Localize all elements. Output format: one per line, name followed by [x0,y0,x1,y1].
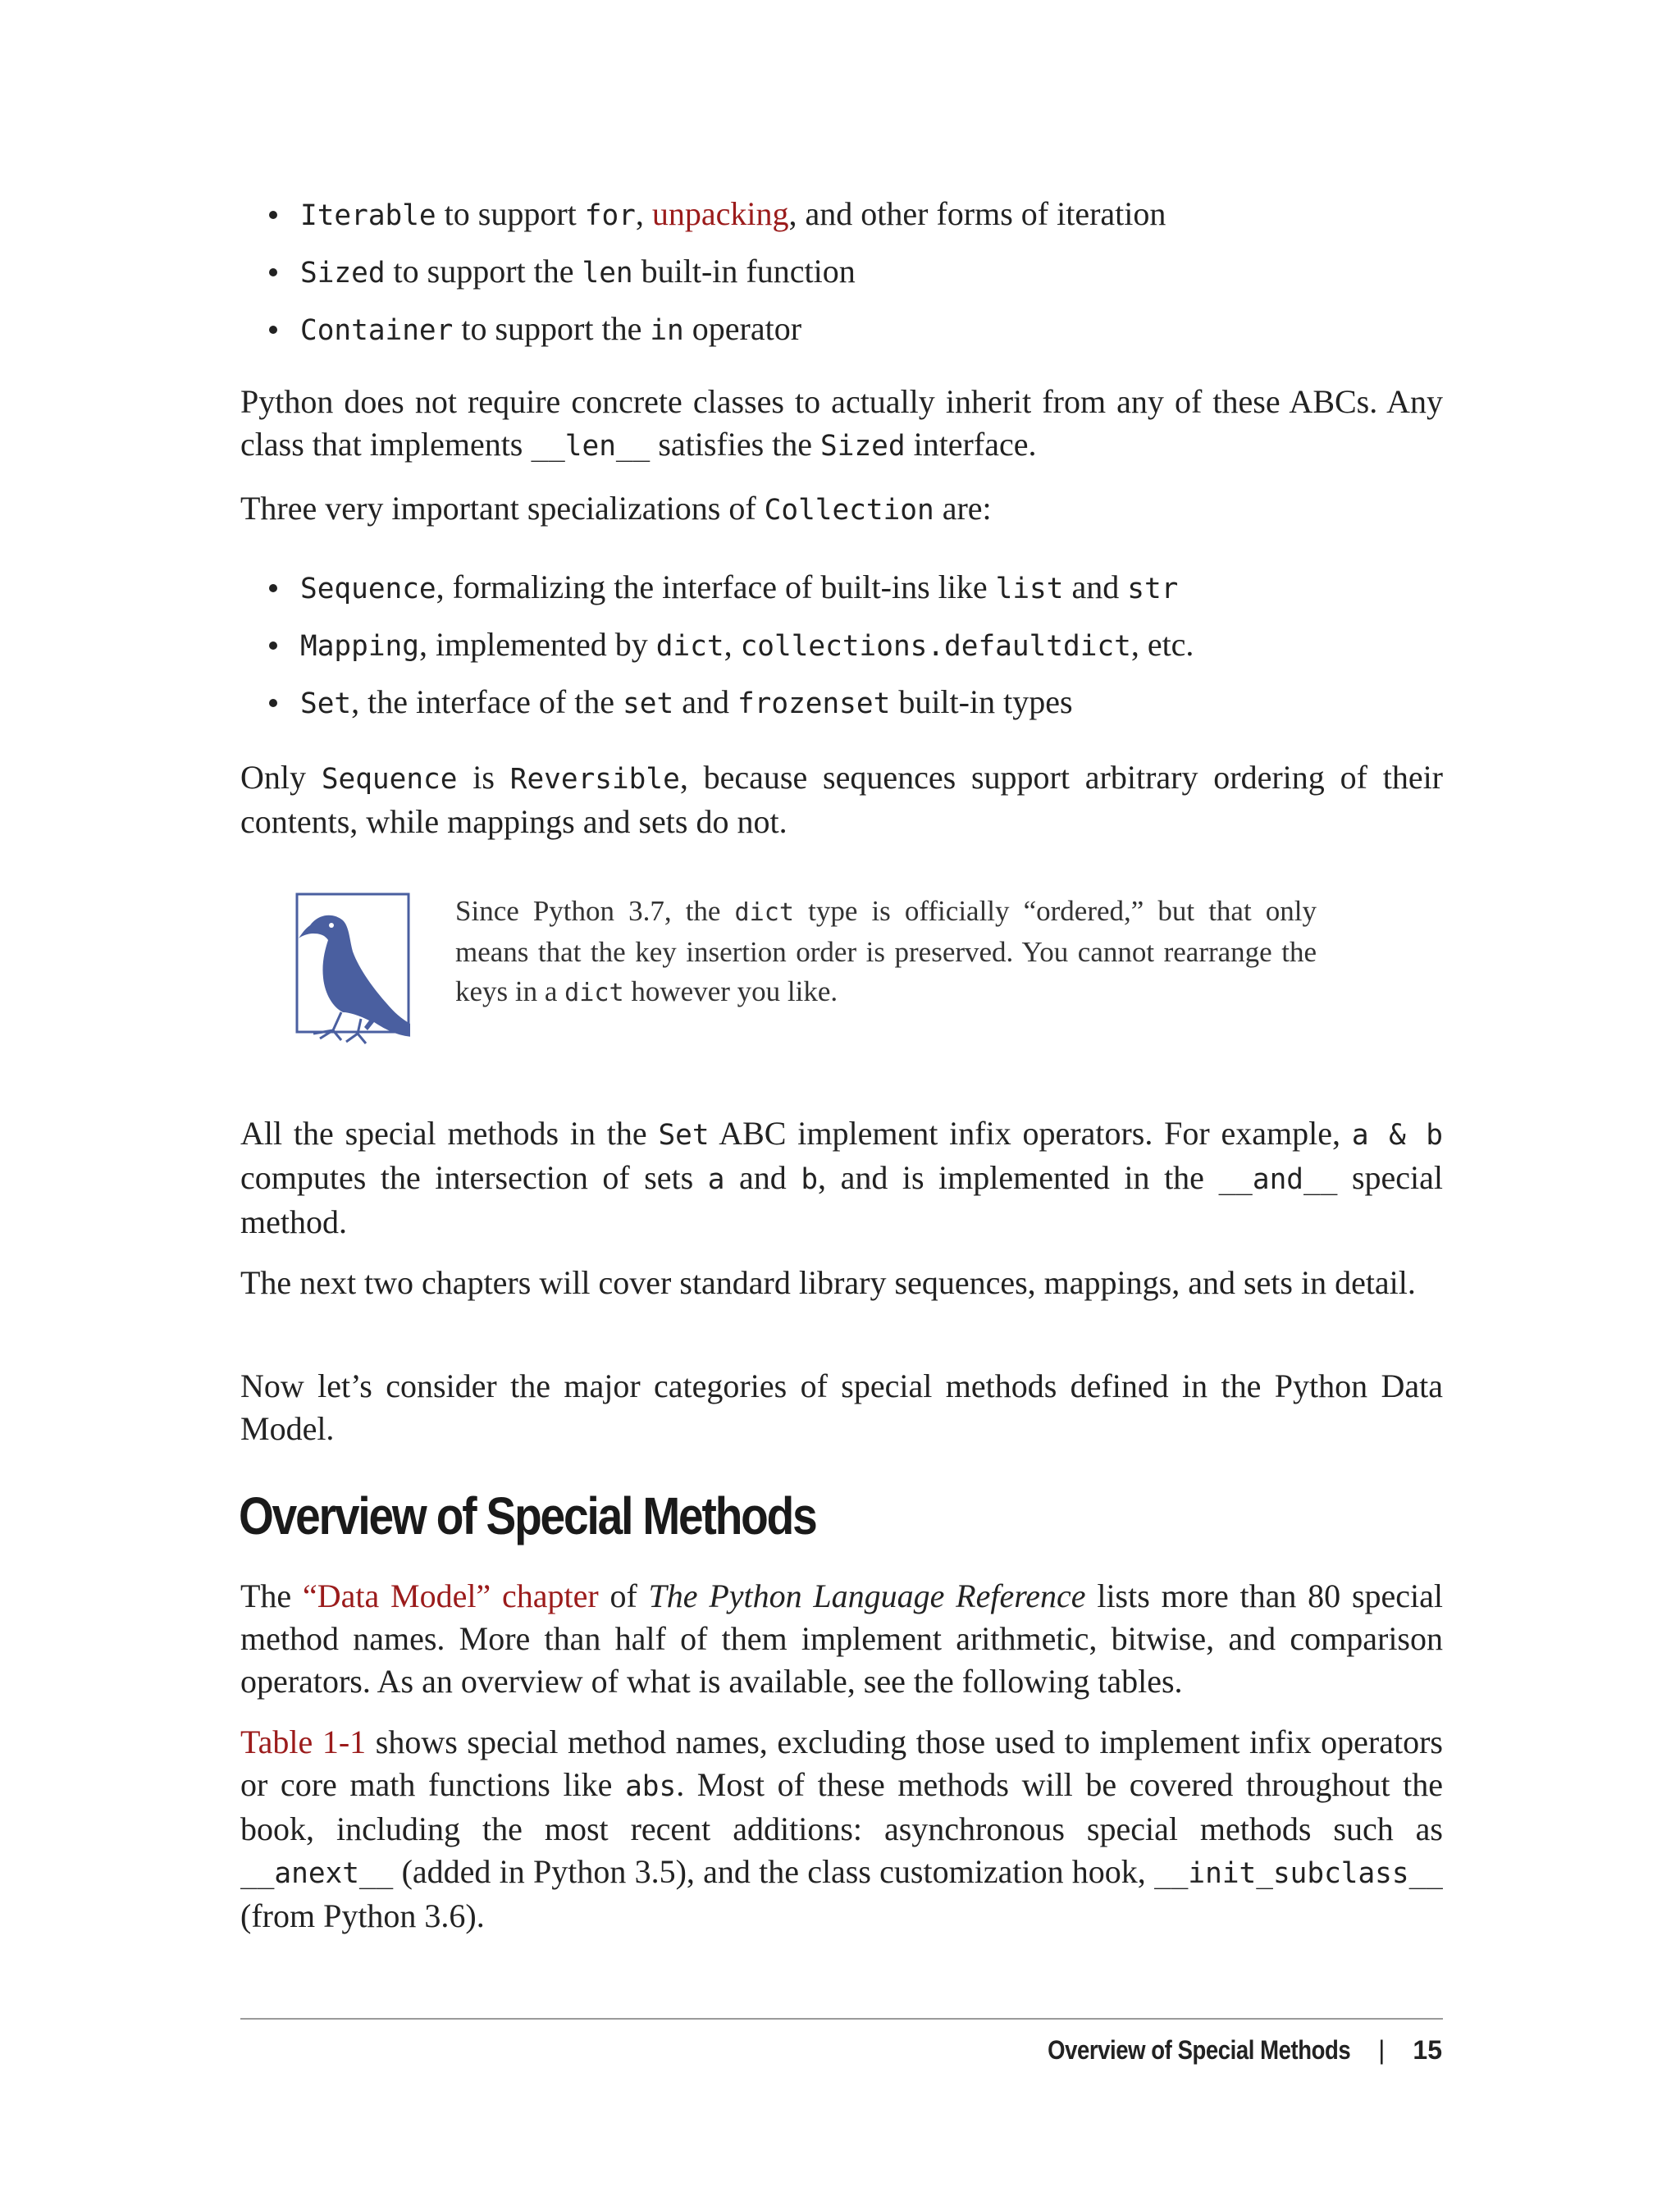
running-footer-title: Overview of Special Methods [1047,2035,1351,2065]
footer-separator: | [1378,2035,1386,2065]
list-item: Mapping, implemented by dict, collections.defaultdict, etc. [253,616,1450,673]
page-footer [998,2029,1442,2070]
list-item: Set, the interface of the set and frozenset built-in types [253,673,1450,731]
set-abc-paragraph: All the special methods in the Set ABC implement infix operators. For example, a & b computes the intersection of sets a and b, and is implemented in the __and__ special method. [240,1115,1444,1240]
section-heading: Overview of Special Methods [239,1486,816,1545]
note-text: Since Python 3.7, the dict type is officially “ordered,” but that only means that the key insertion order is preserved. You cannot rearrange the keys in a dict however you like. [455,895,1317,1007]
next-chapters-paragraph: The next two chapters will cover standard library sequences, mappings, and sets in detail. [240,1264,1416,1301]
abc-paragraph: Python does not require concrete classes to actually inherit from any of these ABCs. Any class that implements __len__ satisfies the Sized interface. [240,383,1443,463]
page-number: 15 [1413,2035,1442,2065]
table-intro-paragraph: Table 1-1 shows special method names, excluding those used to implement infix operators or core math functions like abs. Most of these methods will be covered throughout the book, including the most recent additions: asynchronous special methods such as __anext__ (added in Python 3.5), and the class customization hook, __init_subclass__ (from Python 3.6). [240,1723,1443,1934]
list-item: Sized to support the len built-in function [253,243,1450,300]
specializations-bullet-list [253,559,1450,731]
crow-icon [295,892,410,1048]
data-model-chapter-link[interactable]: “Data Model” chapter [302,1577,599,1614]
specializations-paragraph: Three very important specializations of Collection are: [240,490,992,527]
list-item: Iterable to support for, unpacking, and other forms of iteration [253,185,1450,243]
unpacking-link[interactable]: unpacking [651,195,789,232]
overview-paragraph: The “Data Model” chapter of The Python Language Reference lists more than 80 special method names. More than half of them implement arithmetic, bitwise, and comparison operators. As an overview of what is available, see the following tables. [240,1577,1444,1700]
categories-paragraph: Now let’s consider the major categories of special methods defined in the Python Data Model. [240,1367,1443,1447]
table-1-1-link[interactable]: Table 1-1 [240,1723,367,1760]
reversible-paragraph: Only Sequence is Reversible, because sequences support arbitrary ordering of their contents, while mappings and sets do not. [240,759,1443,840]
abc-bullet-list [253,185,1450,358]
footer-rule [240,2018,1443,2020]
list-item: Container to support the in operator [253,300,1450,358]
list-item: Sequence, formalizing the interface of built-ins like list and str [253,559,1450,616]
code-span: Iterable [300,199,436,232]
